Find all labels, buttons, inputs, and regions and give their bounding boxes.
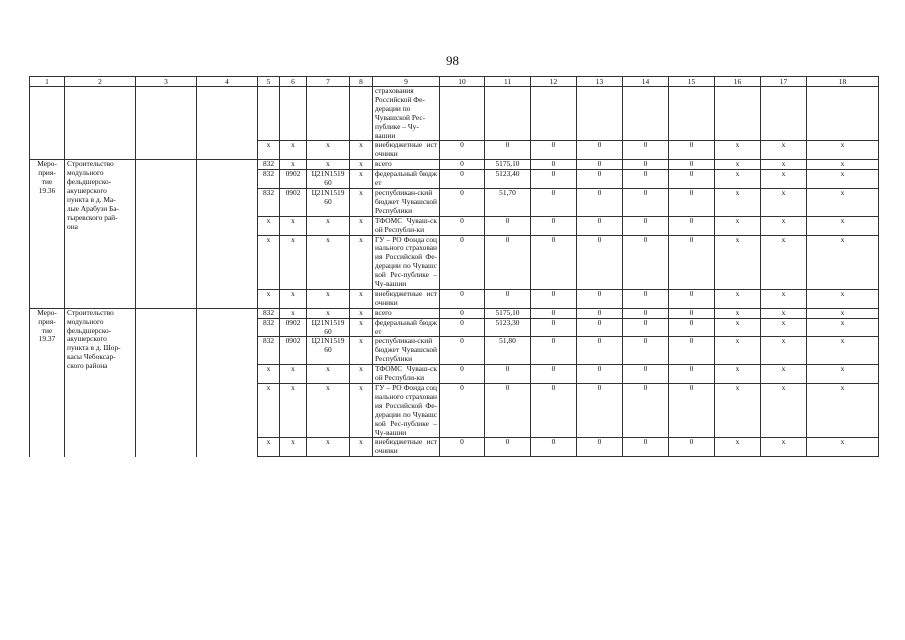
table-cell: 0 <box>485 141 531 160</box>
measure-label-line: прия- <box>38 168 56 178</box>
page-number: 98 <box>446 53 459 68</box>
empty-cell <box>485 87 531 141</box>
table-cell: x <box>807 188 879 216</box>
measure-title <box>65 308 136 457</box>
table-cell: x <box>307 365 350 384</box>
measure-title-line: она <box>67 221 78 231</box>
table-cell: 0 <box>669 216 715 235</box>
table-cell: 0 <box>531 216 577 235</box>
header-cell-12: 12 <box>531 77 577 87</box>
table-cell: 0 <box>440 438 485 457</box>
table-cell: x <box>761 438 807 457</box>
table-cell: 0 <box>531 188 577 216</box>
table-cell: 0 <box>440 384 485 438</box>
table-row <box>30 160 879 170</box>
header-cell-15: 15 <box>669 77 715 87</box>
table-cell: x <box>761 337 807 365</box>
table-cell: 0 <box>531 235 577 289</box>
table-cell: 0 <box>531 384 577 438</box>
table-cell: x <box>307 289 350 308</box>
table-cell: 0 <box>440 308 485 318</box>
table-cell: 0 <box>623 308 669 318</box>
table-cell: республикан-ский бюджет Чувашской Республики <box>373 188 440 216</box>
table-cell: внебюджетные источники <box>373 438 440 457</box>
table-cell: x <box>807 170 879 189</box>
header-cell-7: 7 <box>307 77 350 87</box>
table-cell: 832 <box>258 337 280 365</box>
table-cell: x <box>807 141 879 160</box>
measure-title-line: Строительство <box>67 159 114 169</box>
table-cell: 832 <box>258 188 280 216</box>
empty-cell <box>136 87 197 141</box>
empty-cell <box>197 308 258 457</box>
table-cell: x <box>715 289 761 308</box>
table-cell: x <box>761 365 807 384</box>
empty-cell <box>65 87 136 141</box>
table-cell: 51,80 <box>485 337 531 365</box>
table-cell: x <box>258 216 280 235</box>
table-cell: 0 <box>669 170 715 189</box>
measure-title-line: фельдшерско- <box>67 325 112 335</box>
table-cell: 832 <box>258 318 280 337</box>
table-cell: x <box>715 216 761 235</box>
empty-cell <box>136 141 197 160</box>
table-cell: x <box>258 235 280 289</box>
table-cell: 0 <box>531 438 577 457</box>
table-cell: 0 <box>577 337 623 365</box>
header-cell-10: 10 <box>440 77 485 87</box>
measure-label-line: тие <box>41 325 53 335</box>
table-cell: 0 <box>531 318 577 337</box>
table-cell: Ц21N1519 60 <box>307 318 350 337</box>
source-text-line: страхования <box>375 86 414 95</box>
header-cell-5: 5 <box>258 77 280 87</box>
table-cell: x <box>715 170 761 189</box>
table-cell: x <box>350 318 373 337</box>
table-cell: 0 <box>577 308 623 318</box>
table-cell: 0 <box>623 170 669 189</box>
table-cell: x <box>715 337 761 365</box>
table-cell: 0 <box>669 384 715 438</box>
table-cell: 0 <box>485 289 531 308</box>
table-cell: 0 <box>577 141 623 160</box>
header-cell-18: 18 <box>807 77 879 87</box>
table-cell: x <box>350 289 373 308</box>
table-cell: 0 <box>623 289 669 308</box>
table-cell: 0 <box>577 438 623 457</box>
table-cell: x <box>761 308 807 318</box>
table-cell: x <box>715 160 761 170</box>
table-cell: x <box>280 160 307 170</box>
table-cell: 0 <box>577 216 623 235</box>
empty-cell <box>761 87 807 141</box>
table-cell: 0 <box>623 141 669 160</box>
source-text-line: Российской Фе- <box>375 94 425 104</box>
header-cell-8: 8 <box>350 77 373 87</box>
table-cell: 0 <box>531 365 577 384</box>
table-cell: x <box>715 308 761 318</box>
header-cell-6: 6 <box>280 77 307 87</box>
table-cell: x <box>807 160 879 170</box>
empty-cell <box>30 141 65 160</box>
table-cell: 0 <box>577 318 623 337</box>
header-cell-2: 2 <box>65 77 136 87</box>
source-text-line: Чувашской Рес- <box>375 112 426 122</box>
table-cell: 0 <box>623 160 669 170</box>
header-cell-17: 17 <box>761 77 807 87</box>
table-cell: 0 <box>577 289 623 308</box>
table-cell: x <box>761 170 807 189</box>
table-cell: 0 <box>485 235 531 289</box>
empty-cell <box>307 87 350 141</box>
table-cell: 0902 <box>280 170 307 189</box>
table-cell: федеральный бюджет <box>373 170 440 189</box>
measure-title-line: пункта в д. Шор- <box>67 343 121 353</box>
table-cell: x <box>350 308 373 318</box>
empty-cell <box>65 141 136 160</box>
table-cell: x <box>280 438 307 457</box>
table-cell: 0 <box>531 170 577 189</box>
table-cell: x <box>350 235 373 289</box>
table-cell: 5123,30 <box>485 318 531 337</box>
table-cell: 0 <box>440 337 485 365</box>
table-cell: 0 <box>485 216 531 235</box>
table-cell: x <box>350 438 373 457</box>
table-cell: 0 <box>577 235 623 289</box>
table-cell: x <box>807 308 879 318</box>
header-cell-11: 11 <box>485 77 531 87</box>
table-cell: 0 <box>623 235 669 289</box>
table-cell: 0 <box>669 318 715 337</box>
table-cell: x <box>258 365 280 384</box>
measure-title-line: касы Чебоксар- <box>67 352 116 362</box>
measure-label <box>30 160 65 309</box>
header-cell-4: 4 <box>197 77 258 87</box>
table-cell: 0 <box>623 188 669 216</box>
table-cell: x <box>350 337 373 365</box>
table-cell: x <box>350 365 373 384</box>
empty-cell <box>715 87 761 141</box>
source-text-line: дерации по <box>375 103 411 113</box>
table-row <box>30 87 879 141</box>
measure-title-line: модульного <box>67 168 104 178</box>
empty-cell <box>258 87 280 141</box>
table-cell: 0 <box>440 365 485 384</box>
table-cell: республикан-ский бюджет Чувашской Республики <box>373 337 440 365</box>
table-cell: x <box>350 384 373 438</box>
table-cell: 0 <box>531 160 577 170</box>
table-cell: 0 <box>485 365 531 384</box>
table-cell: 0 <box>577 365 623 384</box>
table-cell: 0 <box>577 384 623 438</box>
table-cell: x <box>307 141 350 160</box>
table-cell: 0 <box>669 188 715 216</box>
measure-label <box>30 308 65 457</box>
measure-label-line: 19.36 <box>38 185 56 195</box>
table-cell: 0902 <box>280 318 307 337</box>
table-row <box>30 141 879 160</box>
header-cell-9: 9 <box>373 77 440 87</box>
table-cell: x <box>280 308 307 318</box>
table-cell: x <box>715 318 761 337</box>
measure-title-line: Строительство <box>67 308 114 317</box>
table-cell: x <box>280 216 307 235</box>
header-cell-3: 3 <box>136 77 197 87</box>
table-cell: x <box>258 438 280 457</box>
table-cell: 5175,10 <box>485 308 531 318</box>
empty-cell <box>197 160 258 309</box>
table-cell: 0902 <box>280 337 307 365</box>
table-cell: 0 <box>440 170 485 189</box>
table-cell: x <box>350 216 373 235</box>
table-cell: x <box>307 384 350 438</box>
source-text-line: публике – Чу- <box>375 121 419 131</box>
table-cell: всего <box>373 160 440 170</box>
table-cell: ГУ – РО Фонда социального страхования Российской Фе-дерации по Чувашской Рес-публике – Чу-вашии <box>373 384 440 438</box>
table-cell: 0902 <box>280 188 307 216</box>
table-cell: x <box>761 318 807 337</box>
measure-title-line: лые Арабузи Ба- <box>67 203 119 213</box>
measure-title-line: фельдшерско- <box>67 177 112 187</box>
table-cell: 0 <box>440 235 485 289</box>
table-cell: внебюджетные источники <box>373 141 440 160</box>
table-cell: x <box>350 188 373 216</box>
measure-title-line: акушерского <box>67 334 107 344</box>
table-cell: 5123,40 <box>485 170 531 189</box>
table-cell: 0 <box>669 365 715 384</box>
table-cell: 0 <box>440 289 485 308</box>
table-cell: 0 <box>623 318 669 337</box>
header-cell-1: 1 <box>30 77 65 87</box>
empty-cell <box>623 87 669 141</box>
table-row <box>30 308 879 318</box>
table-cell: x <box>258 384 280 438</box>
empty-cell <box>807 87 879 141</box>
table-cell: x <box>807 289 879 308</box>
table-cell: 0 <box>669 235 715 289</box>
table-cell: 0 <box>623 365 669 384</box>
table-cell: Ц21N1519 60 <box>307 170 350 189</box>
table-cell: 0 <box>623 337 669 365</box>
table-cell: федеральный бюджет <box>373 318 440 337</box>
table-cell: 51,70 <box>485 188 531 216</box>
measure-label-line: тие <box>41 177 53 187</box>
header-cell-13: 13 <box>577 77 623 87</box>
table-cell: x <box>715 384 761 438</box>
table-cell: 0 <box>531 308 577 318</box>
table-cell: 832 <box>258 160 280 170</box>
table-cell: 0 <box>485 438 531 457</box>
measure-title <box>65 160 136 309</box>
budget-table <box>29 76 879 457</box>
measure-title-line: ского района <box>67 361 108 371</box>
measure-label-line: Меро- <box>37 159 57 169</box>
table-cell: 0 <box>669 289 715 308</box>
table-cell: 0 <box>669 160 715 170</box>
source-cell <box>373 87 440 141</box>
empty-cell <box>669 87 715 141</box>
empty-cell <box>440 87 485 141</box>
table-cell: x <box>761 141 807 160</box>
empty-cell <box>136 160 197 309</box>
table-cell: ТФОМС Чуваш-ской Республи-ки <box>373 216 440 235</box>
table-cell: 0 <box>440 318 485 337</box>
table-cell: x <box>307 438 350 457</box>
table-cell: внебюджетные источники <box>373 289 440 308</box>
table-cell: x <box>807 438 879 457</box>
table-cell: 0 <box>440 188 485 216</box>
table-cell: x <box>280 235 307 289</box>
table-cell: x <box>350 160 373 170</box>
table-cell: 0 <box>669 337 715 365</box>
table-cell: x <box>761 289 807 308</box>
table-cell: x <box>715 188 761 216</box>
empty-cell <box>577 87 623 141</box>
table-cell: x <box>280 141 307 160</box>
table-cell: x <box>715 438 761 457</box>
table-cell: 0 <box>577 170 623 189</box>
table-cell: 0 <box>440 141 485 160</box>
table-cell: x <box>307 160 350 170</box>
budget-table-body <box>30 77 879 457</box>
empty-cell <box>30 87 65 141</box>
table-cell: x <box>807 235 879 289</box>
table-cell: x <box>761 235 807 289</box>
measure-title-line: тыревского рай- <box>67 212 118 222</box>
table-cell: x <box>280 384 307 438</box>
table-cell: x <box>715 141 761 160</box>
table-cell: 832 <box>258 308 280 318</box>
table-cell: 832 <box>258 170 280 189</box>
table-cell: x <box>715 365 761 384</box>
empty-cell <box>350 87 373 141</box>
table-cell: ГУ – РО Фонда социального страхования Российской Фе-дерации по Чувашской Рес-публике – Чу-вашии <box>373 235 440 289</box>
table-cell: x <box>807 318 879 337</box>
table-cell: Ц21N1519 60 <box>307 337 350 365</box>
table-cell: x <box>258 289 280 308</box>
table-cell: 0 <box>531 337 577 365</box>
table-cell: x <box>761 384 807 438</box>
table-cell: 0 <box>669 438 715 457</box>
table-cell: x <box>761 188 807 216</box>
table-cell: x <box>807 337 879 365</box>
table-cell: x <box>307 216 350 235</box>
table-cell: x <box>807 384 879 438</box>
measure-title-line: пункта в д. Ма- <box>67 194 116 204</box>
empty-cell <box>136 308 197 457</box>
table-cell: 0 <box>531 141 577 160</box>
measure-title-line: модульного <box>67 316 104 326</box>
table-cell: всего <box>373 308 440 318</box>
table-cell: x <box>350 141 373 160</box>
table-cell: Ц21N1519 60 <box>307 188 350 216</box>
measure-title-line: акушерского <box>67 185 107 195</box>
table-cell: 0 <box>577 160 623 170</box>
table-cell: x <box>715 235 761 289</box>
measure-label-line: 19.37 <box>38 334 56 344</box>
table-cell: 0 <box>440 160 485 170</box>
table-cell: x <box>307 308 350 318</box>
table-cell: 0 <box>669 141 715 160</box>
table-cell: x <box>307 235 350 289</box>
table-cell: x <box>350 170 373 189</box>
header-row <box>30 77 879 87</box>
table-cell: x <box>280 289 307 308</box>
table-cell: x <box>258 141 280 160</box>
empty-cell <box>197 87 258 141</box>
table-cell: 5175,10 <box>485 160 531 170</box>
header-cell-16: 16 <box>715 77 761 87</box>
table-cell: x <box>761 160 807 170</box>
table-cell: 0 <box>577 188 623 216</box>
table-cell: x <box>761 216 807 235</box>
table-cell: 0 <box>669 308 715 318</box>
measure-label-line: Меро- <box>37 308 57 317</box>
table-cell: 0 <box>623 438 669 457</box>
table-cell: x <box>280 365 307 384</box>
table-cell: 0 <box>623 384 669 438</box>
table-cell: 0 <box>440 216 485 235</box>
table-cell: 0 <box>485 384 531 438</box>
empty-cell <box>197 141 258 160</box>
table-cell: x <box>807 216 879 235</box>
table-cell: ТФОМС Чуваш-ской Республи-ки <box>373 365 440 384</box>
header-cell-14: 14 <box>623 77 669 87</box>
measure-label-line: прия- <box>38 316 56 326</box>
table-cell: 0 <box>623 216 669 235</box>
table-cell: 0 <box>531 289 577 308</box>
empty-cell <box>531 87 577 141</box>
source-text-line: вашии <box>375 130 396 140</box>
empty-cell <box>280 87 307 141</box>
table-cell: x <box>807 365 879 384</box>
